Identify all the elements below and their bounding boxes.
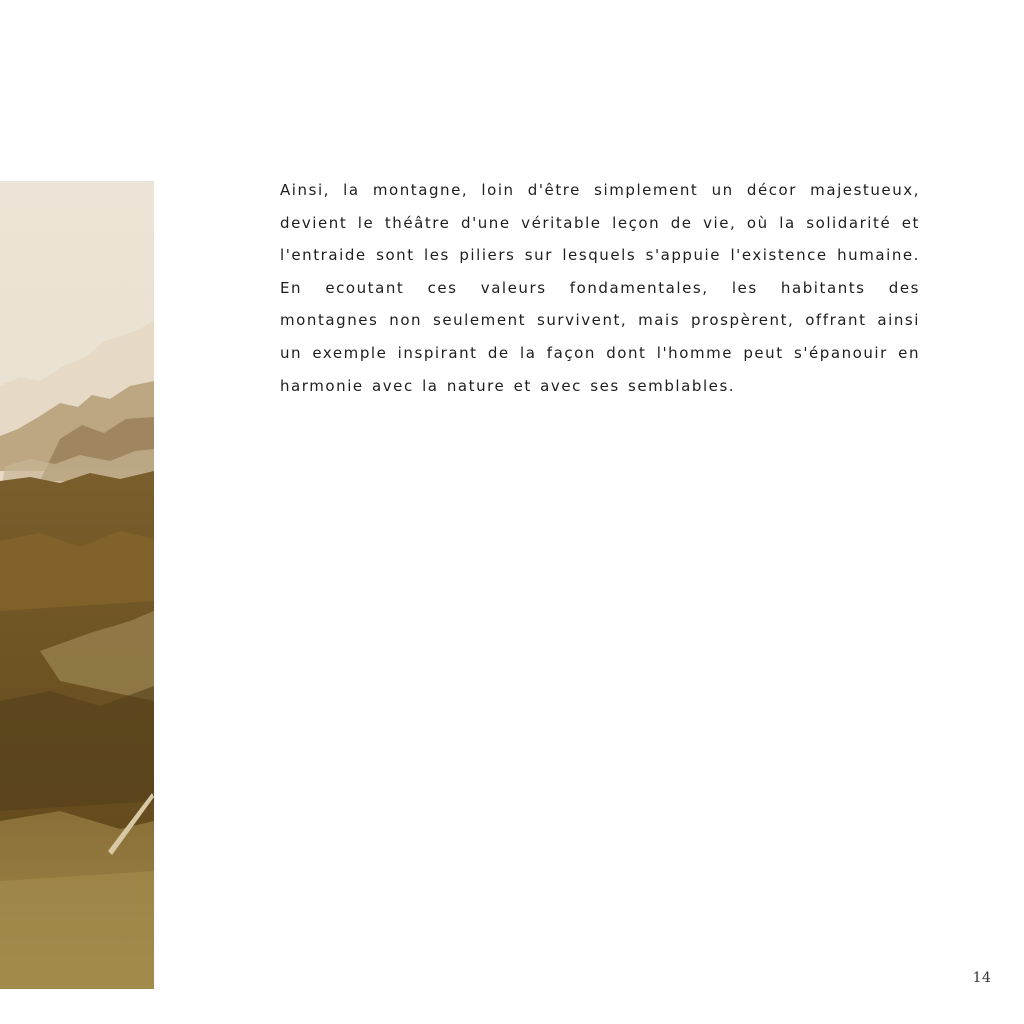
page-number: 14	[972, 970, 992, 986]
mountain-photo	[0, 181, 154, 989]
body-paragraph: Ainsi, la montagne, loin d'être simplement un décor majestueux, devient le théâtre d'une véritable leçon de vie, où la solidarité et l'entraide sont les piliers sur lesquels s'appuie l'existence humaine. En ecoutant ces valeurs fondamentales, les habitants des montagnes non seulement survivent, mais prospèrent, offrant ainsi un exemple inspirant de la façon dont l'homme peut s'épanouir en harmonie avec la nature et avec ses semblables.	[280, 181, 920, 395]
mountain-landscape-image	[0, 181, 154, 989]
